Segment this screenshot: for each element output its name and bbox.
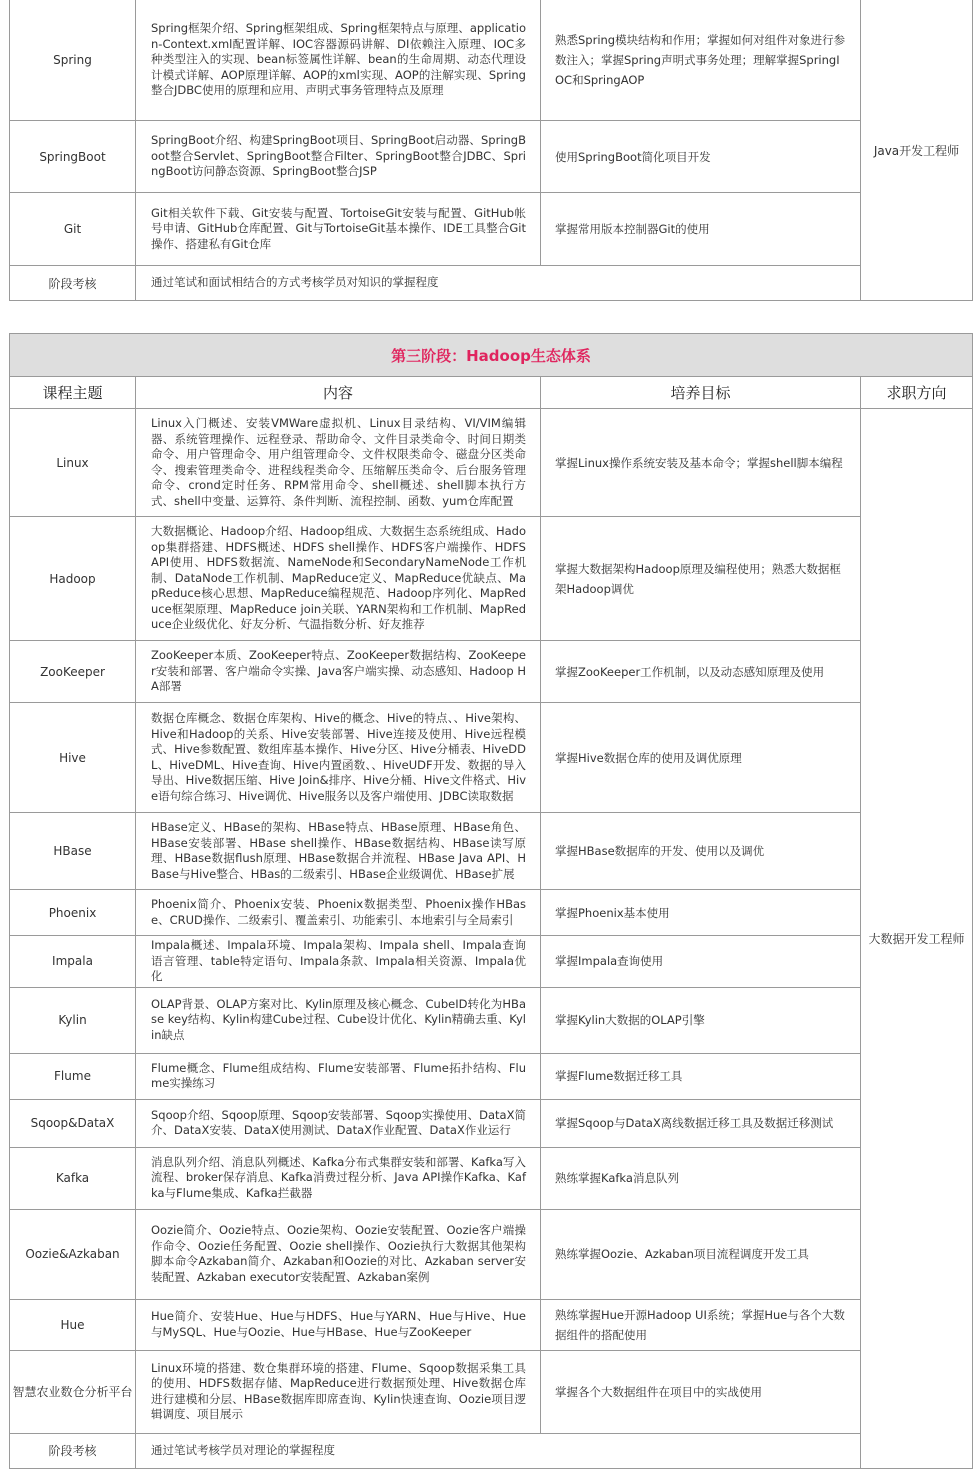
table-row	[10, 641, 973, 703]
course-topic: Hue	[10, 1299, 136, 1350]
course-topic: Oozie&Azkaban	[10, 1209, 136, 1299]
header-content: 内容	[136, 377, 541, 409]
career-direction: 大数据开发工程师	[861, 409, 973, 1469]
course-content: 消息队列介绍、消息队列概述、Kafka分布式集群安装和部署、Kafka写入流程、broker保存消息、Kafka消费过程分析、Java API操作Kafka、Kafka与Flume集成、Kafka拦截器	[136, 1147, 541, 1209]
table-row	[10, 121, 973, 193]
stage-title-row	[10, 334, 973, 377]
course-topic: SpringBoot	[10, 121, 136, 193]
assessment-text: 通过笔试和面试相结合的方式考核学员对知识的掌握程度	[136, 266, 861, 301]
course-topic: Kafka	[10, 1147, 136, 1209]
course-content: ZooKeeper本质、ZooKeeper特点、ZooKeeper数据结构、ZooKeeper安装和部署、客户端命令实操、Java客户端实操、动态感知、Hadoop HA部署	[136, 641, 541, 703]
table-row	[10, 1099, 973, 1147]
header-topic: 课程主题	[10, 377, 136, 409]
table-row	[10, 936, 973, 988]
table-row	[10, 1053, 973, 1099]
header-goal: 培养目标	[541, 377, 861, 409]
table-row	[10, 890, 973, 936]
course-topic: ZooKeeper	[10, 641, 136, 703]
table-row	[10, 1299, 973, 1350]
course-goal: 掌握Linux操作系统安装及基本命令；掌握shell脚本编程	[541, 409, 861, 517]
course-content: HBase定义、HBase的架构、HBase特点、HBase原理、HBase角色、HBase安装部署、HBase shell操作、HBase数据结构、HBase读写原理、HBase数据flush原理、HBase数据合并流程、HBase Java API、HBase与Hive整合、HBas的二级索引、HBase企业级调优、HBase扩展	[136, 813, 541, 890]
course-content: Hue简介、安装Hue、Hue与HDFS、Hue与YARN、Hue与Hive、Hue与MySQL、Hue与Oozie、Hue与HBase、Hue与ZooKeeper	[136, 1299, 541, 1350]
table-row	[10, 987, 973, 1053]
table-row	[10, 813, 973, 890]
course-content: Linux入门概述、安装VMWare虚拟机、Linux目录结构、VI/VIM编辑器、系统管理操作、远程登录、帮助命令、文件目录类命令、时间日期类命令、用户管理命令、用户组管理命令、文件权限类命令、磁盘分区类命令、搜索管理类命令、进程线程类命令、压缩解压类命令、后台服务管理命令、crond定时任务、RPM常用命令、shell概述、shell脚本执行方式、shell中变量、运算符、条件判断、流程控制、函数、yum仓库配置	[136, 409, 541, 517]
course-goal: 掌握大数据架构Hadoop原理及编程使用；熟悉大数据框架Hadoop调优	[541, 517, 861, 641]
course-goal: 掌握Phoenix基本使用	[541, 890, 861, 936]
course-content: Spring框架介绍、Spring框架组成、Spring框架特点与原理、application-Context.xml配置详解、IOC容器源码讲解、DI依赖注入原理、IOC多种类型注入的实现、bean标签属性详解、bean的生命周期、动态代理设计模式详解、AOP原理详解、AOP的xml实现、AOP的注解实现、Spring整合JDBC使用的原理和应用、声明式事务管理特点及原理	[136, 0, 541, 121]
course-table-java-stage	[9, 0, 973, 301]
course-goal: 掌握Flume数据迁移工具	[541, 1053, 861, 1099]
course-goal: 使用SpringBoot简化项目开发	[541, 121, 861, 193]
course-content: Phoenix简介、Phoenix安装、Phoenix数据类型、Phoenix操作HBase、CRUD操作、二级索引、覆盖索引、功能索引、本地索引与全局索引	[136, 890, 541, 936]
course-topic: Impala	[10, 936, 136, 988]
course-topic: Spring	[10, 0, 136, 121]
course-goal: 熟练掌握Hue开源Hadoop UI系统；掌握Hue与各个大数据组件的搭配使用	[541, 1299, 861, 1350]
table-row	[10, 0, 973, 121]
table-row	[10, 517, 973, 641]
assessment-text: 通过笔试考核学员对理论的掌握程度	[136, 1433, 861, 1468]
assessment-label: 阶段考核	[10, 1433, 136, 1468]
course-goal: 掌握常用版本控制器Git的使用	[541, 193, 861, 266]
course-content: Sqoop介绍、Sqoop原理、Sqoop安装部署、Sqoop实操使用、DataX简介、DataX安装、DataX使用测试、DataX作业配置、DataX作业运行	[136, 1099, 541, 1147]
assessment-row	[10, 1433, 973, 1468]
course-topic: Linux	[10, 409, 136, 517]
course-content: SpringBoot介绍、构建SpringBoot项目、SpringBoot启动器、SpringBoot整合Servlet、SpringBoot整合Filter、SpringBoot整合JDBC、SpringBoot访问静态资源、SpringBoot整合JSP	[136, 121, 541, 193]
course-topic: Phoenix	[10, 890, 136, 936]
course-topic: Git	[10, 193, 136, 266]
course-content: Linux环境的搭建、数仓集群环境的搭建、Flume、Sqoop数据采集工具的使用、HDFS数据存储、MapReduce进行数据预处理、Hive数据仓库进行建模和分层、HBase数据库即席查询、Kylin快速查询、Oozie项目逻辑调度、项目展示	[136, 1350, 541, 1433]
course-content: 大数据概论、Hadoop介绍、Hadoop组成、大数据生态系统组成、Hadoop集群搭建、HDFS概述、HDFS shell操作、HDFS客户端操作、HDFS API使用、HDFS数据流、NameNode和SecondaryNameNode工作机制、DataNode工作机制、MapReduce定义、MapReduce优缺点、MapReduce核心思想、MapReduce编程规范、Hadoop序列化、MapReduce框架原理、MapReduce join关联、YARN架构和工作机制、MapReduce企业级优化、好友分析、气温指数分析、好友推荐	[136, 517, 541, 641]
course-goal: 熟悉Spring模块结构和作用；掌握如何对组件对象进行参数注入；掌握Spring声明式事务处理；理解掌握SpringIOC和SpringAOP	[541, 0, 861, 121]
course-goal: 熟练掌握Kafka消息队列	[541, 1147, 861, 1209]
course-content: Impala概述、Impala环境、Impala架构、Impala shell、Impala查询语言管理、table特定语句、Impala条款、Impala相关资源、Impala优化	[136, 936, 541, 988]
stage-title: 第三阶段：Hadoop生态体系	[10, 334, 973, 377]
table-row	[10, 1147, 973, 1209]
assessment-label: 阶段考核	[10, 266, 136, 301]
course-topic: Kylin	[10, 987, 136, 1053]
course-goal: 掌握Hive数据仓库的使用及调优原理	[541, 703, 861, 813]
course-topic: Sqoop&DataX	[10, 1099, 136, 1147]
course-goal: 掌握各个大数据组件在项目中的实战使用	[541, 1350, 861, 1433]
course-goal: 掌握Sqoop与DataX离线数据迁移工具及数据迁移测试	[541, 1099, 861, 1147]
course-content: OLAP背景、OLAP方案对比、Kylin原理及核心概念、CubeID转化为HBase key结构、Kylin构建Cube过程、Cube设计优化、Kylin精确去重、Kylin缺点	[136, 987, 541, 1053]
course-table-hadoop-stage	[9, 333, 973, 1469]
course-goal: 熟练掌握Oozie、Azkaban项目流程调度开发工具	[541, 1209, 861, 1299]
table-row	[10, 409, 973, 517]
course-topic: HBase	[10, 813, 136, 890]
course-topic: 智慧农业数仓分析平台	[10, 1350, 136, 1433]
course-content: Oozie简介、Oozie特点、Oozie架构、Oozie安装配置、Oozie客户端操作命令、Oozie任务配置、Oozie shell操作、Oozie执行大数据其他架构脚本命令Azkaban简介、Azkaban和Oozie的对比、Azkaban server安装配置、Azkaban executor安装配置、Azkaban案例	[136, 1209, 541, 1299]
table-row	[10, 703, 973, 813]
table-row	[10, 1209, 973, 1299]
course-topic: Flume	[10, 1053, 136, 1099]
course-goal: 掌握HBase数据库的开发、使用以及调优	[541, 813, 861, 890]
course-content: Git相关软件下载、Git安装与配置、TortoiseGit安装与配置、GitHub帐号申请、GitHub仓库配置、Git与TortoiseGit基本操作、IDE工具整合Git操作、搭建私有Git仓库	[136, 193, 541, 266]
header-career: 求职方向	[861, 377, 973, 409]
course-topic: Hive	[10, 703, 136, 813]
course-goal: 掌握Impala查询使用	[541, 936, 861, 988]
course-goal: 掌握Kylin大数据的OLAP引擎	[541, 987, 861, 1053]
course-topic: Hadoop	[10, 517, 136, 641]
career-direction: Java开发工程师	[861, 0, 973, 301]
assessment-row	[10, 266, 973, 301]
course-content: 数据仓库概念、数据仓库架构、Hive的概念、Hive的特点、、Hive架构、Hive和Hadoop的关系、Hive安装部署、Hive连接及使用、Hive远程模式、Hive参数配置、数组库基本操作、Hive分区、Hive分桶表、HiveDDL、HiveDML、Hive查询、Hive内置函数、、HiveUDF开发、数据的导入导出、Hive数据压缩、Hive Join&排序、Hive分桶、Hive文件格式、Hive语句综合练习、Hive调优、Hive服务以及客户端使用、JDBC读取数据	[136, 703, 541, 813]
course-goal: 掌握ZooKeeper工作机制，以及动态感知原理及使用	[541, 641, 861, 703]
table-row	[10, 1350, 973, 1433]
header-row	[10, 377, 973, 409]
course-content: Flume概念、Flume组成结构、Flume安装部署、Flume拓扑结构、Flume实操练习	[136, 1053, 541, 1099]
table-row	[10, 193, 973, 266]
